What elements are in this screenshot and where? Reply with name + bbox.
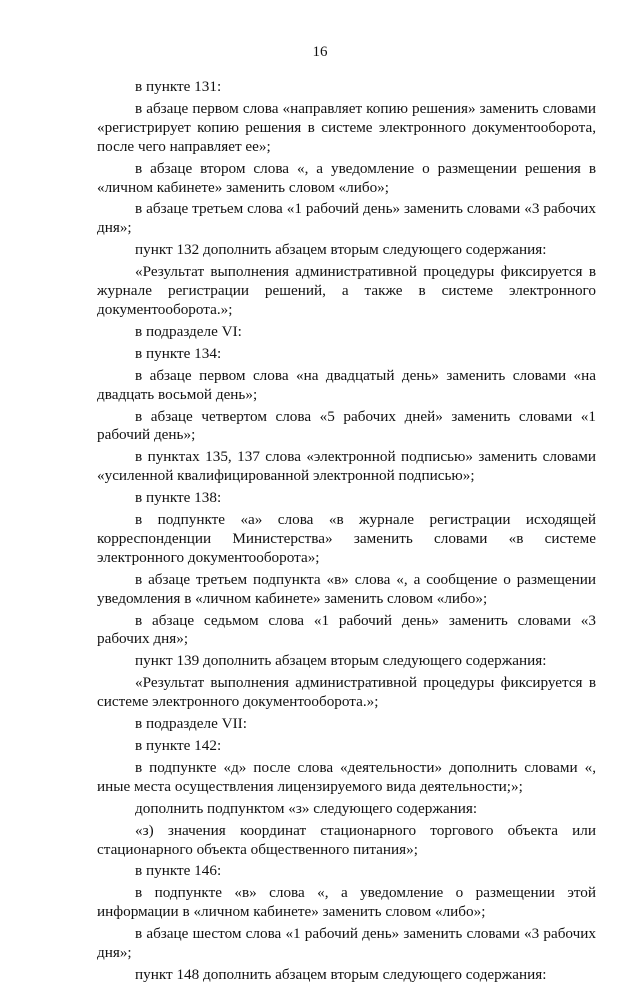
paragraph: в подпункте «в» слова «, а уведомление о размещении этой информации в «личном кабинете» заменить словом «либо»; (97, 884, 596, 921)
paragraph: в абзаце шестом слова «1 рабочий день» заменить словами «3 рабочих дня»; (97, 925, 596, 962)
paragraph: в подразделе VI: (135, 322, 242, 340)
page-number: 16 (312, 44, 328, 60)
paragraph: в пунктах 135, 137 слова «электронной подписью» заменить словами «усиленной квалифицированной электронной подписью»; (97, 448, 596, 485)
document-body (97, 78, 596, 988)
paragraph: в пункте 138: (135, 489, 222, 507)
paragraph: в пункте 134: (135, 344, 222, 362)
paragraph: в абзаце втором слова «, а уведомление о размещении решения в «личном кабинете» заменить словом «либо»; (97, 159, 596, 196)
paragraph: в абзаце первом слова «на двадцатый день» заменить словами «на двадцать восьмой день»; (97, 366, 596, 403)
paragraph: в подпункте «а» слова «в журнале регистрации исходящей корреспонденции Министерства» заменить словами «в системе электронного документооборота»; (97, 511, 596, 566)
paragraph: «Результат выполнения административной процедуры фиксируется в журнале регистрации решений, а также в системе электронного документооборота.»; (97, 263, 596, 318)
paragraph: «з) значения координат стационарного торгового объекта или стационарного объекта общественного питания»; (97, 821, 596, 858)
paragraph: в абзаце четвертом слова «5 рабочих дней» заменить словами «1 рабочий день»; (97, 407, 596, 444)
paragraph: в подпункте «д» после слова «деятельности» дополнить словами «, иные места осуществления лицензируемого вида деятельности;»; (97, 758, 596, 795)
paragraph: дополнить подпунктом «з» следующего содержания: (135, 799, 478, 817)
paragraph: в пункте 146: (135, 862, 222, 880)
paragraph: в подразделе VII: (135, 715, 247, 733)
paragraph: пункт 148 дополнить абзацем вторым следующего содержания: (135, 965, 547, 983)
paragraph: в пункте 142: (135, 737, 222, 754)
paragraph: в пункте 131: (135, 78, 222, 95)
paragraph: пункт 132 дополнить абзацем вторым следующего содержания: (135, 241, 547, 259)
paragraph: в абзаце третьем подпункта «в» слова «, а сообщение о размещении уведомления в «личном кабинете» заменить словом «либо»; (97, 570, 596, 607)
paragraph: в абзаце третьем слова «1 рабочий день» заменить словами «3 рабочих дня»; (97, 200, 596, 237)
paragraph: в абзаце седьмом слова «1 рабочий день» заменить словами «3 рабочих дня»; (97, 611, 596, 648)
paragraph: в абзаце первом слова «направляет копию решения» заменить словами «регистрирует копию решения в системе электронного документооборота, после чего направляет ее»; (97, 99, 596, 155)
paragraph: пункт 139 дополнить абзацем вторым следующего содержания: (135, 652, 547, 670)
paragraph: «Результат выполнения административной процедуры фиксируется в системе электронного документооборота.»; (97, 674, 596, 711)
